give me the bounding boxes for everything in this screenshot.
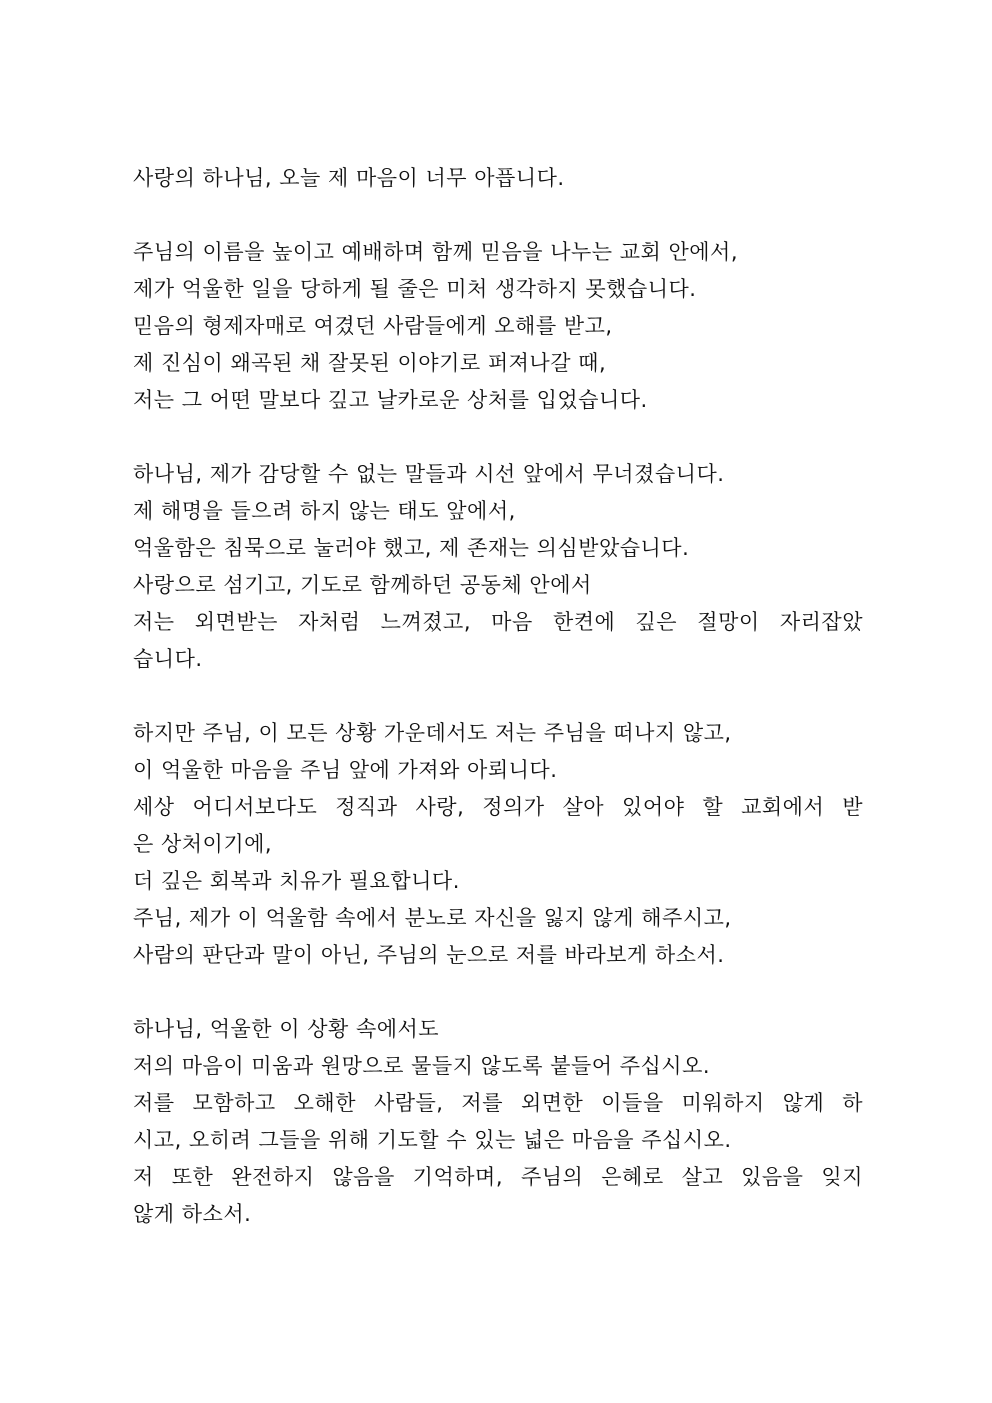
text-line: 사랑으로 섬기고, 기도로 함께하던 공동체 안에서 <box>133 573 592 597</box>
text-line: 제가 억울한 일을 당하게 될 줄은 미처 생각하지 못했습니다. <box>133 277 697 301</box>
text-line: 저를 모함하고 오해한 사람들, 저를 외면한 이들을 미워하지 않게 하 <box>133 1091 863 1115</box>
text-line: 하지만 주님, 이 모든 상황 가운데서도 저는 주님을 떠나지 않고, <box>133 721 732 745</box>
text-line: 주님, 제가 이 억울함 속에서 분노로 자신을 잃지 않게 해주시고, <box>133 906 732 930</box>
text-line: 하나님, 제가 감당할 수 없는 말들과 시선 앞에서 무너졌습니다. <box>133 462 725 486</box>
text-line: 사랑의 하나님, 오늘 제 마음이 너무 아픕니다. <box>133 166 565 190</box>
text-line: 저의 마음이 미움과 원망으로 물들지 않도록 붙들어 주십시오. <box>133 1054 711 1078</box>
text-line: 않게 하소서. <box>133 1202 252 1226</box>
paragraph-gap <box>133 678 863 715</box>
paragraph <box>133 715 863 974</box>
text-line: 저 또한 완전하지 않음을 기억하며, 주님의 은혜로 살고 있음을 잊지 <box>133 1165 863 1189</box>
text-line: 세상 어디서보다도 정직과 사랑, 정의가 살아 있어야 할 교회에서 받 <box>133 795 863 819</box>
paragraph-gap <box>133 974 863 1011</box>
paragraph <box>133 160 863 197</box>
text-line: 은 상처이기에, <box>133 832 273 856</box>
text-line: 제 진심이 왜곡된 채 잘못된 이야기로 퍼져나갈 때, <box>133 351 607 375</box>
paragraph <box>133 456 863 678</box>
paragraph <box>133 234 863 419</box>
text-line: 제 해명을 들으려 하지 않는 태도 앞에서, <box>133 499 516 523</box>
paragraph-gap <box>133 197 863 234</box>
text-line: 억울함은 침묵으로 눌러야 했고, 제 존재는 의심받았습니다. <box>133 536 690 560</box>
text-line: 저는 외면받는 자처럼 느껴졌고, 마음 한켠에 깊은 절망이 자리잡았 <box>133 610 863 634</box>
text-line: 습니다. <box>133 647 203 671</box>
text-line: 사람의 판단과 말이 아닌, 주님의 눈으로 저를 바라보게 하소서. <box>133 943 725 967</box>
text-line: 저는 그 어떤 말보다 깊고 날카로운 상처를 입었습니다. <box>133 388 648 412</box>
text-line: 하나님, 억울한 이 상황 속에서도 <box>133 1017 440 1041</box>
prayer-text <box>133 160 863 1233</box>
text-line: 이 억울한 마음을 주님 앞에 가져와 아뢰니다. <box>133 758 558 782</box>
paragraph-gap <box>133 419 863 456</box>
text-line: 시고, 오히려 그들을 위해 기도할 수 있는 넓은 마음을 주십시오. <box>133 1128 732 1152</box>
text-line: 주님의 이름을 높이고 예배하며 함께 믿음을 나누는 교회 안에서, <box>133 240 739 264</box>
paragraph <box>133 1011 863 1233</box>
text-line: 믿음의 형제자매로 여겼던 사람들에게 오해를 받고, <box>133 314 613 338</box>
text-line: 더 깊은 회복과 치유가 필요합니다. <box>133 869 460 893</box>
